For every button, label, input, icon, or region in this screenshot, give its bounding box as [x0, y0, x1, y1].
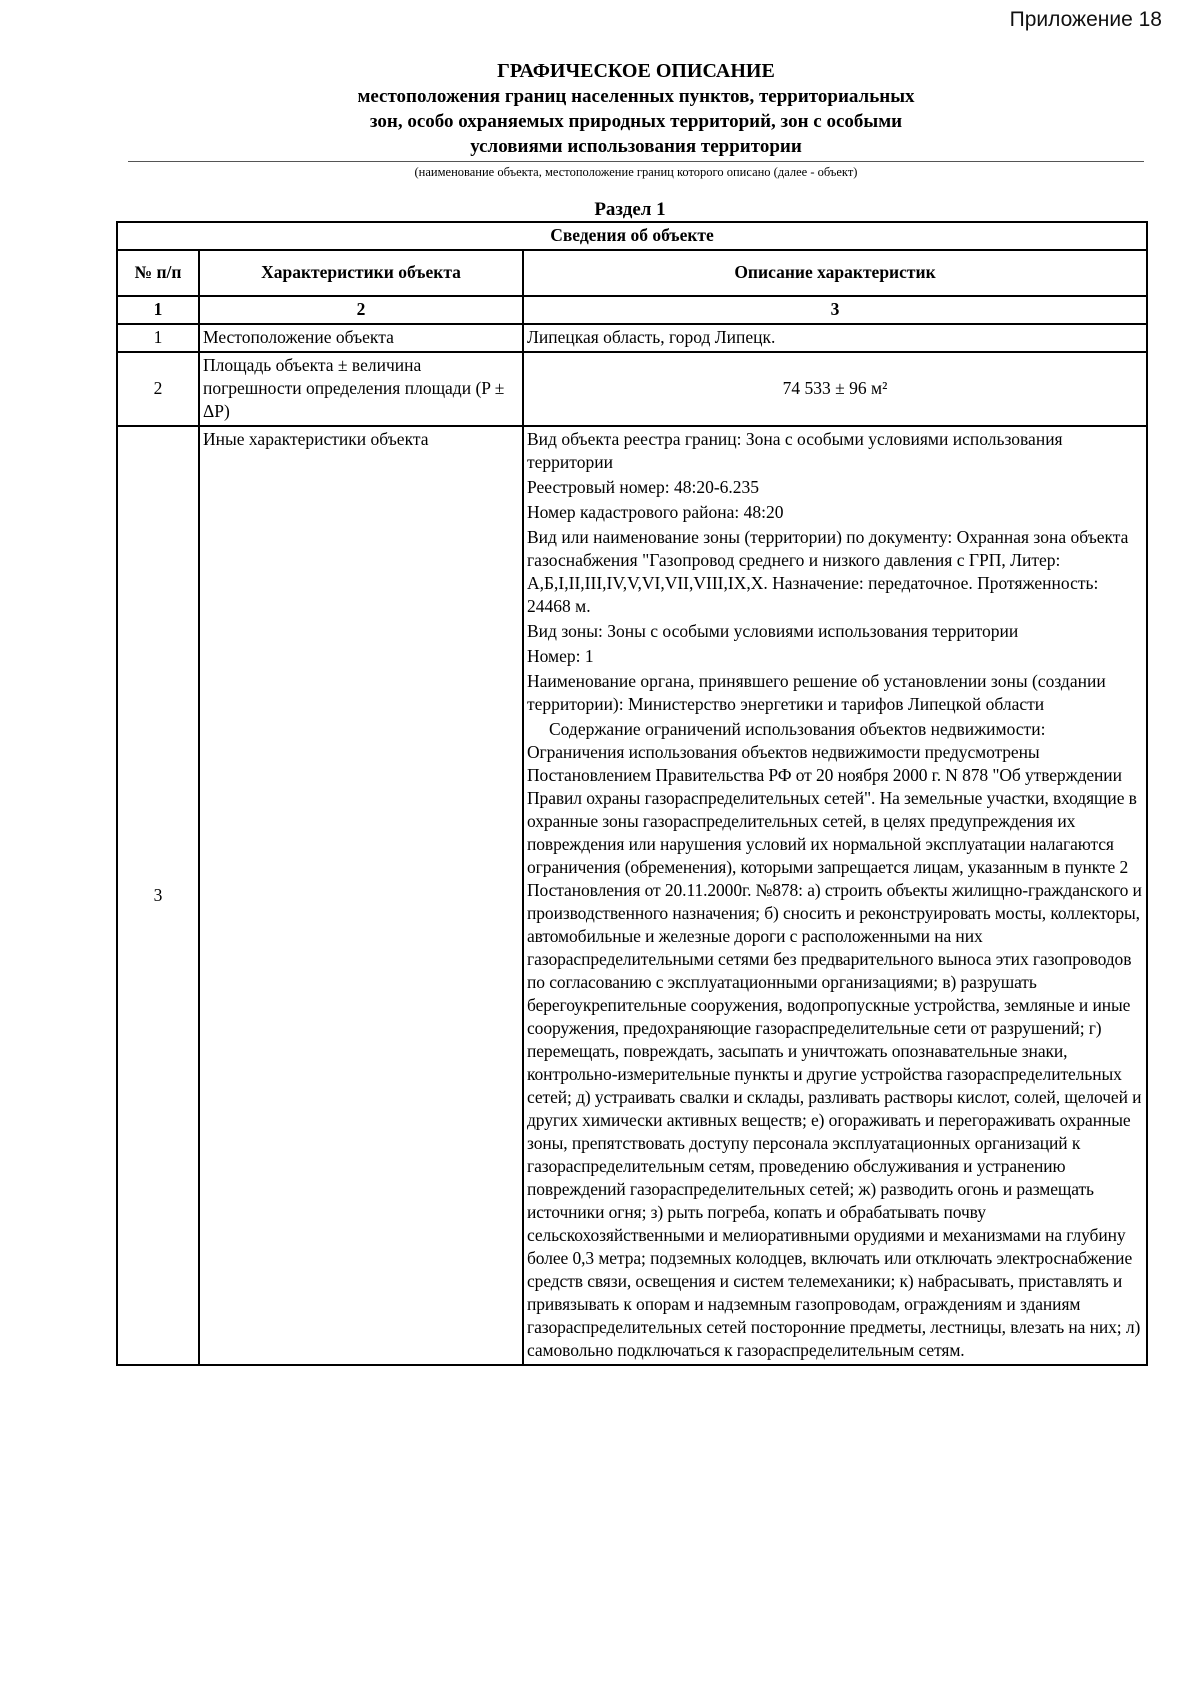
row-number: 1: [117, 324, 199, 352]
detail-registry-object-type: Вид объекта реестра границ: Зона с особыми условиями использования территории: [527, 429, 1063, 472]
object-info-table: [116, 221, 1148, 1366]
row-number: 2: [117, 352, 199, 426]
row-description: 74 533 ± 96 м²: [523, 352, 1147, 426]
appendix-label: Приложение 18: [1009, 8, 1162, 31]
header-characteristic: Характеристики объекта: [199, 250, 523, 296]
row-characteristic: Площадь объекта ± величина погрешности определения площади (P ± ΔP): [199, 352, 523, 426]
header-underline: [128, 161, 1144, 162]
table-row: [117, 426, 1147, 1365]
table-title-row: [117, 222, 1147, 250]
table-title: Сведения об объекте: [117, 222, 1147, 250]
detail-zone-document-name: Вид или наименование зоны (территории) по документу: Охранная зона объекта газоснабжения "Газопровод среднего и низкого давления с ГРП, Литер: А,Б,I,II,III,IV,V,VI,VII,VIII,IX,X. Назначение: передаточное. Протяженность: 24468 м.: [527, 527, 1129, 616]
header-description: Описание характеристик: [523, 250, 1147, 296]
row-number: 3: [117, 426, 199, 1365]
detail-zone-type: Вид зоны: Зоны с особыми условиями использования территории: [527, 621, 1019, 641]
row-description: Липецкая область, город Липецк.: [523, 324, 1147, 352]
document-subtitle-line-2: зон, особо охраняемых природных территорий, зон с особыми: [369, 111, 903, 132]
document-subtitle-line-3: условиями использования территории: [470, 136, 802, 157]
detail-restrictions-text: Ограничения использования объектов недвижимости предусмотрены Постановлением Правительства РФ от 20 ноября 2000 г. N 878 "Об утверждении Правил охраны газораспределительных сетей". На земельные участки, входящие в охранные зоны газораспределительных сетей, в целях предупреждения их повреждения или нарушения условий их нормальной эксплуатации налагаются ограничения (обременения), которыми запрещается лицам, указанным в пункте 2 Постановления от 20.11.2000г. №878: а) строить объекты жилищно-гражданского и производственного назначения; б) сносить и реконструировать мосты, коллекторы, автомобильные и железные дороги с расположенными на них газораспределительными сетями без предварительного выноса этих газопроводов по согласованию с эксплуатационными организациями; в) разрушать берегоукрепительные сооружения, водопропускные устройства, земляные и иные сооружения, предохраняющие газораспределительные сети от разрушений; г) перемещать, повреждать, засыпать и уничтожать опознавательные знаки, контрольно-измерительные пункты и другие устройства газораспределительных сетей; д) устраивать свалки и склады, разливать растворы кислот, солей, щелочей и других химически активных веществ; е) огораживать и перегораживать охранные зоны, препятствовать доступу персонала эксплуатационных организаций к газораспределительным сетям, проведению обслуживания и устранению повреждений газораспределительных сетей; ж) разводить огонь и размещать источники огня; з) рыть погреба, копать и обрабатывать почву сельскохозяйственными и мелиоративными орудиями и механизмами на глубину более 0,3 метра; подземных колодцев, включать или отключать электроснабжение средств связи, освещения и систем телемеханики; к) набрасывать, приставлять и привязывать к опорам и надземным газопроводам, ограждениям и зданиям газораспределительных сетей посторонние предметы, лестницы, влезать на них; л) самовольно подключаться к газораспределительным сетям.: [527, 742, 1142, 1360]
section-title: Раздел 1: [594, 199, 666, 220]
row-description-details: [523, 426, 1147, 1365]
document-subtitle-line-1: местоположения границ населенных пунктов, территориальных: [357, 86, 915, 107]
row-characteristic: Иные характеристики объекта: [199, 426, 523, 1365]
header-caption: (наименование объекта, местоположение границ которого описано (далее - объект): [414, 165, 858, 179]
column-number-row: [117, 296, 1147, 324]
column-number-2: 2: [199, 296, 523, 324]
detail-cadastral-district: Номер кадастрового района: 48:20: [527, 502, 784, 522]
detail-authority: Наименование органа, принявшего решение об установлении зоны (создании территории): Министерство энергетики и тарифов Липецкой области: [527, 671, 1106, 714]
detail-restrictions-heading: Содержание ограничений использования объектов недвижимости:: [549, 719, 1046, 739]
column-number-1: 1: [117, 296, 199, 324]
column-number-3: 3: [523, 296, 1147, 324]
table-row: [117, 324, 1147, 352]
detail-zone-number: Номер: 1: [527, 646, 594, 666]
header-number: № п/п: [117, 250, 199, 296]
document-header: [128, 58, 1144, 180]
row-characteristic: Местоположение объекта: [199, 324, 523, 352]
table-header-row: [117, 250, 1147, 296]
table-row: [117, 352, 1147, 426]
document-title: ГРАФИЧЕСКОЕ ОПИСАНИЕ: [497, 60, 775, 82]
detail-registry-number: Реестровый номер: 48:20-6.235: [527, 477, 760, 497]
